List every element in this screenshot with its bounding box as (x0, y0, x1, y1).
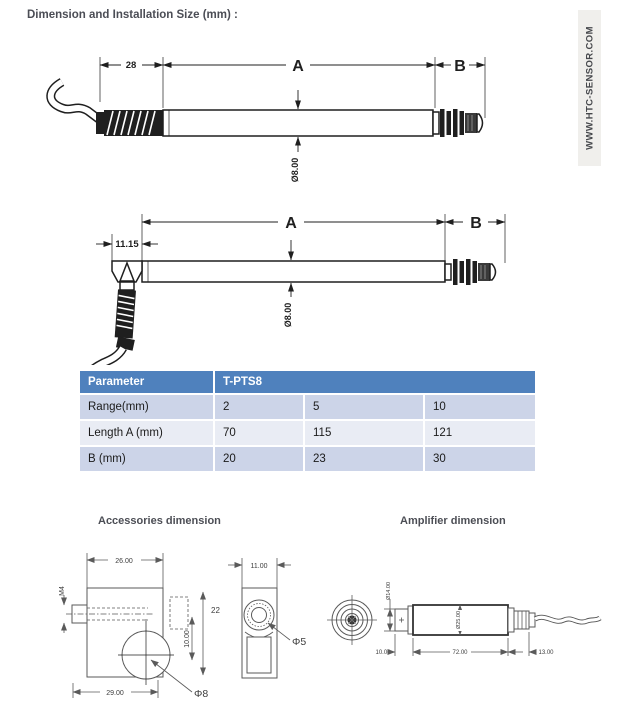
dim-28: 28 (125, 60, 137, 71)
hidden-boss (170, 597, 188, 629)
dim-10: 10.00 (184, 630, 191, 648)
dim-A: A (292, 58, 304, 75)
dimension-lines (96, 214, 505, 263)
dim-22: 22 (211, 606, 220, 615)
bracket-side-view (228, 558, 306, 678)
amplifier-end-view (327, 595, 377, 645)
dim-hole-5: Φ5 (292, 636, 307, 648)
website-sidebar (578, 10, 601, 166)
table-header-row (79, 370, 536, 394)
table-row (79, 420, 536, 446)
dim-d25: Ø25.00 (456, 610, 462, 630)
amplifier-heading: Amplifier dimension (400, 515, 506, 527)
cell: 70 (214, 420, 304, 446)
accessories-drawing (40, 545, 320, 711)
probe-tube (142, 261, 445, 282)
output-connector (514, 611, 529, 629)
probe-body (51, 82, 483, 137)
col-model: T-PTS8 (214, 370, 536, 394)
dim-29: 29.00 (106, 690, 124, 697)
cell: 10 (424, 394, 536, 420)
cell: 115 (304, 420, 424, 446)
website-url: WWW.HTC-SENSOR.COM (584, 26, 595, 150)
probe-angle-drawing (20, 185, 570, 365)
dim-diameter: Ø8.00 (283, 302, 293, 328)
probe-axial-drawing (20, 40, 570, 190)
diameter-dimension (290, 90, 303, 188)
cell: 2 (214, 394, 304, 420)
cell: 121 (424, 420, 536, 446)
dim-len-13: 13.00 (538, 650, 554, 656)
cell: 5 (304, 394, 424, 420)
dimension-lines (100, 57, 485, 118)
cell: 30 (424, 446, 536, 472)
dim-A: A (285, 215, 297, 232)
diameter-dimension (283, 240, 296, 333)
amplifier-drawing (320, 555, 615, 705)
table-row (79, 394, 536, 420)
cable-gland (96, 112, 105, 134)
table-row (79, 446, 536, 472)
dim-B: B (454, 58, 466, 75)
row-label: B (mm) (79, 446, 214, 472)
dim-11-15: 11.15 (115, 239, 139, 250)
amplifier-side-view (375, 582, 600, 656)
dim-26: 26.00 (115, 558, 133, 565)
dim-B: B (470, 215, 482, 232)
probe-tube (163, 110, 433, 136)
dim-diameter: Ø8.00 (290, 157, 300, 183)
row-label: Length A (mm) (79, 420, 214, 446)
spec-table (78, 369, 537, 473)
probe-nose (490, 264, 496, 280)
col-parameter: Parameter (79, 370, 214, 394)
page-title: Dimension and Installation Size (mm) : (27, 9, 238, 21)
knurled-tip (465, 113, 477, 133)
recess (247, 637, 271, 673)
cell: 20 (214, 446, 304, 472)
knurled-tip (478, 263, 490, 281)
row-label: Range(mm) (79, 394, 214, 420)
bracket-front-view (59, 553, 208, 700)
dim-len-72: 72.00 (452, 650, 468, 656)
accessories-heading: Accessories dimension (98, 515, 221, 527)
dim-len-10: 10.00 (375, 650, 391, 656)
dim-11: 11.00 (250, 563, 268, 570)
dim-M4: M4 (59, 586, 66, 596)
dim-hole-8: Φ8 (194, 688, 209, 700)
dim-d14: Ø14.00 (386, 581, 392, 601)
cell: 23 (304, 446, 424, 472)
probe-nose (477, 114, 483, 132)
